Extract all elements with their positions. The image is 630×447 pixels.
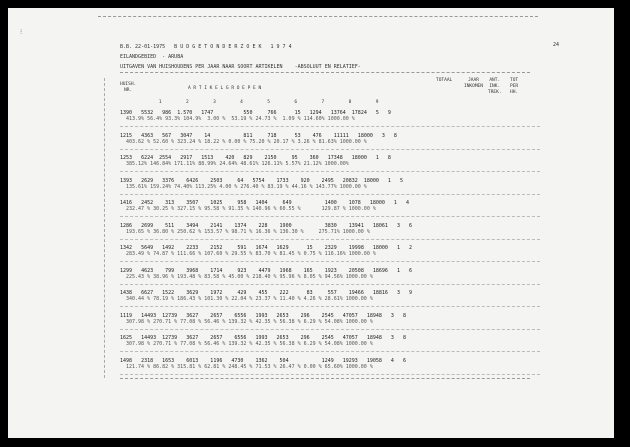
col-totaal: TOTAAL <box>436 78 453 83</box>
row-separator <box>120 374 540 375</box>
left-margin-rule <box>104 78 105 378</box>
row-absolute-values: 1438 6627 1522 3629 1972 429 455 222 83 557 19466 18816 3 9 <box>120 290 412 296</box>
row-relative-values: 232.47 % 30.25 % 327.15 % 95.58 % 91.35 % 140.96 % 60.55 % 129.87 % 1000.00 % <box>126 206 376 212</box>
row-relative-values: 307.98 % 270.71 % 77.08 % 56.46 % 139.32 % 42.35 % 56.38 % 6.29 % 54.08% 1000.00 % <box>126 318 373 325</box>
report-title-line: B.B. 22-01-1975 B U D G E T O N D E R Z O E K 1 9 7 4 <box>120 44 292 50</box>
row-separator <box>120 284 540 285</box>
row-relative-values: 340.44 % 78.19 % 186.43 % 101.30 % 22.04 % 23.37 % 11.40 % 4.26 % 28.61% 1000.00 % <box>126 296 373 302</box>
row-relative-values: 135.61% 159.24% 74.40% 113.25% 4.00 % 276.40 % 83.19 % 44.16 % 143.77% 1000.00 % <box>126 183 367 190</box>
table-row <box>120 335 406 347</box>
row-relative-values: 121.74 % 86.82 % 315.81 % 62.81 % 248.45 % 71.53 % 26.47 % 0.00 % 65.60% 1000.00 % <box>126 363 373 370</box>
row-absolute-values: 1498 2318 1653 6013 1196 4730 1362 504 1249 19293 19058 4 6 <box>120 357 406 364</box>
row-absolute-values: 1416 2452 313 3507 1025 958 1404 649 1400 1078 18000 1 4 <box>120 200 409 206</box>
row-relative-values: 225.43 % 38.96 % 193.48 % 83.58 % 45.00 % 218.40 % 95.96 % 8.05 % 94.56% 1000.00 % <box>126 273 373 280</box>
row-separator <box>120 126 540 127</box>
row-absolute-values: 1286 2699 511 3494 2141 1374 228 1900 3830 13941 18061 3 6 <box>120 222 412 229</box>
row-separator <box>120 216 540 217</box>
row-separator <box>120 171 540 172</box>
table-row <box>120 358 406 370</box>
row-absolute-values: 1342 5649 1492 2233 2152 591 1674 1629 15 2329 19998 18000 1 2 <box>120 245 412 251</box>
top-rule <box>98 16 538 17</box>
island-line: EILANDGEBIED - ARUBA <box>120 54 184 60</box>
row-relative-values: 413.9% 56.4% 93.3% 104.9% 3.00 % 53.19 % 24.73 % 1.09 % 114.60% 1000.00 % <box>126 116 355 122</box>
row-absolute-values: 1625 14493 12739 3627 2657 6556 1993 2653 296 2545 47057 18948 3 8 <box>120 335 406 341</box>
row-absolute-values: 1299 4623 799 3968 1714 923 4479 1968 165 1923 20508 18696 1 6 <box>120 267 412 274</box>
table-row <box>120 155 391 167</box>
table-row <box>120 313 406 325</box>
table-row <box>120 245 412 257</box>
row-relative-values: 193.65 % 36.80 % 250.62 % 153.57 % 98.71 % 16.36 % 136.30 % 275.71% 1000.00 % <box>126 228 370 235</box>
row-absolute-values: 1215 4363 567 3047 14 811 718 53 476 11111 18000 3 8 <box>120 132 397 139</box>
row-separator <box>120 194 540 195</box>
row-separator <box>120 306 540 307</box>
col-groepen: A R T I K E L G R O E P E N <box>188 86 262 91</box>
row-separator <box>120 261 540 262</box>
subtitle-line: UITGAVEN VAN HUISHOUDENS PER JAAR NAAR SOORT ARTIKELEN -ABSOLUUT EN RELATIEF- <box>120 64 361 70</box>
punch-hole-marks: ⁝ <box>20 28 23 36</box>
bottom-rule <box>120 378 530 379</box>
row-relative-values: 283.49 % 74.87 % 111.66 % 107.60 % 29.55 % 83.70 % 81.45 % 0.75 % 116.16% 1000.00 % <box>126 251 376 257</box>
col-ant-ink: ANT. INK. TREK. <box>488 78 502 95</box>
table-row <box>120 223 412 235</box>
col-huish: HUISH. NR. <box>120 82 137 93</box>
table-row <box>120 178 403 190</box>
table-row <box>120 110 391 122</box>
group-numbers: 1 2 3 4 5 6 7 8 9 <box>158 100 379 105</box>
table-row <box>120 200 409 212</box>
document-sheet <box>8 8 614 438</box>
row-relative-values: 307.98 % 270.71 % 77.08 % 56.46 % 139.32 % 42.35 % 56.38 % 6.29 % 54.08% 1000.00 % <box>126 341 373 347</box>
row-relative-values: 385.12% 146.84% 171.11% 88.99% 24.64% 48.61% 126.11% 5.57% 21.12% 1000.00% <box>126 161 349 167</box>
row-separator <box>120 351 540 352</box>
table-row <box>120 268 412 280</box>
table-row <box>120 133 397 145</box>
col-tot-per: TOT PER HH. <box>510 78 519 95</box>
page-number: 24 <box>553 42 560 48</box>
row-separator <box>120 329 540 330</box>
row-relative-values: 403.62 % 52.60 % 323.24 % 18.22 % 0.00 % 75.20 % 20.17 % 3.26 % 81.63% 1000.00 % <box>126 138 367 145</box>
col-inkomen: JAAR INKOMEN <box>464 78 483 89</box>
row-absolute-values: 1390 5532 986 1.570 1747 550 766 15 1294 13764 17824 5 9 <box>120 110 391 116</box>
header-rule <box>120 72 530 73</box>
row-absolute-values: 1253 6224 2554 2917 1513 420 829 2150 95 360 17348 18000 1 8 <box>120 155 391 161</box>
row-absolute-values: 1119 14493 12739 3627 2657 6556 1993 2653 296 2545 47057 18948 3 8 <box>120 312 406 319</box>
row-separator <box>120 239 540 240</box>
row-separator <box>120 149 540 150</box>
table-row <box>120 290 412 302</box>
row-absolute-values: 1393 2629 3376 6426 2503 64 5754 1733 920 2495 20832 18000 1 5 <box>120 177 403 184</box>
